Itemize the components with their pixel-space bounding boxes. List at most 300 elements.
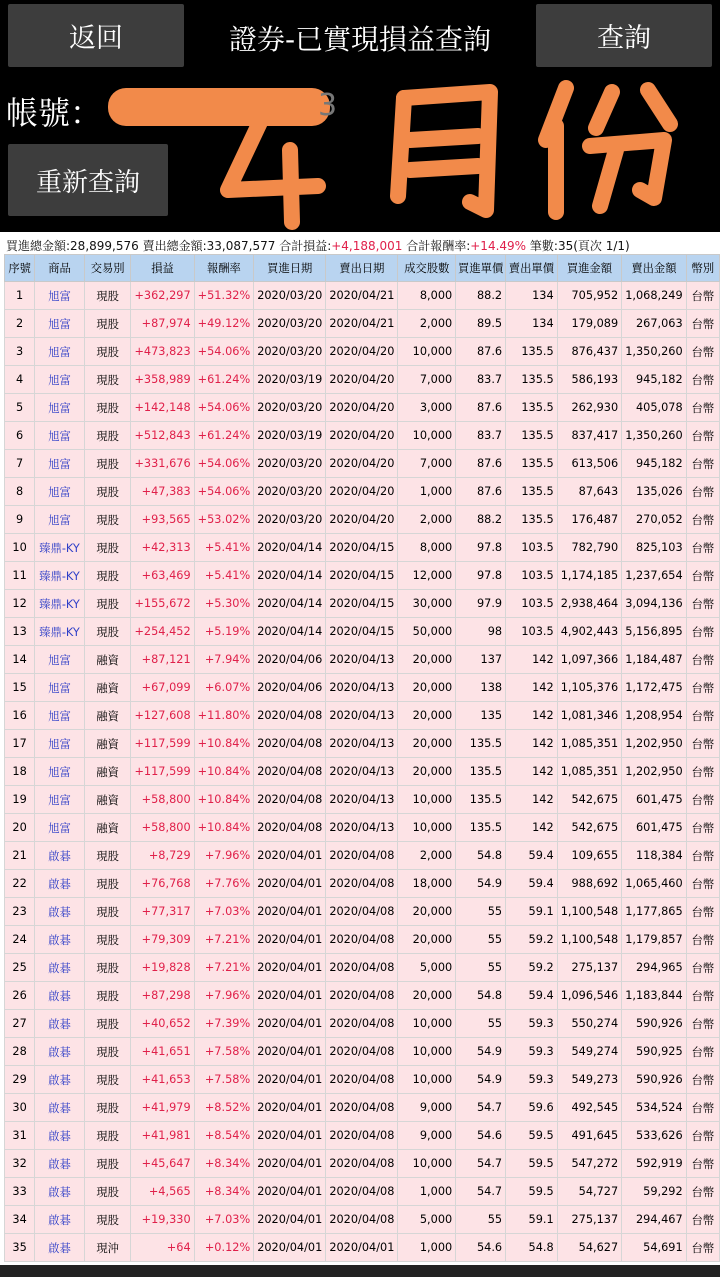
table-cell: 2020/04/08 [254, 814, 326, 842]
table-cell: 7 [5, 450, 35, 478]
table-cell[interactable]: 旭富 [35, 674, 85, 702]
table-cell: 54.8 [456, 842, 506, 870]
table-cell: 融資 [84, 758, 131, 786]
table-cell: 54.8 [506, 1234, 558, 1262]
table-cell: 1,202,950 [622, 730, 687, 758]
table-cell: 台幣 [686, 1010, 719, 1038]
table-cell: 54.9 [456, 870, 506, 898]
table-body [5, 282, 720, 1262]
table-cell: +7.39% [194, 1010, 254, 1038]
table-cell: +362,297 [131, 282, 194, 310]
table-cell: 534,524 [622, 1094, 687, 1122]
table-cell: 2020/04/14 [254, 590, 326, 618]
table-cell: +61.24% [194, 366, 254, 394]
table-cell: 2020/04/08 [254, 758, 326, 786]
table-cell[interactable]: 旭富 [35, 646, 85, 674]
table-cell: +45,647 [131, 1150, 194, 1178]
table-cell: 491,645 [557, 1122, 622, 1150]
page-title: 證券-已實現損益查詢 [228, 23, 492, 56]
table-cell: 現股 [84, 1178, 131, 1206]
table-cell: 59.4 [506, 982, 558, 1010]
table-cell: 103.5 [506, 562, 558, 590]
table-cell: +5.30% [194, 590, 254, 618]
table-cell: 54.7 [456, 1094, 506, 1122]
table-cell[interactable]: 啟碁 [35, 1150, 85, 1178]
table-cell: 1,237,654 [622, 562, 687, 590]
table-cell: 1,350,260 [622, 422, 687, 450]
table-cell: 2020/04/01 [254, 898, 326, 926]
table-cell: 現股 [84, 478, 131, 506]
table-row[interactable] [5, 758, 720, 786]
table-cell: 台幣 [686, 310, 719, 338]
table-cell: 837,417 [557, 422, 622, 450]
table-cell: 2,938,464 [557, 590, 622, 618]
table-cell: 1,184,487 [622, 646, 687, 674]
table-row[interactable] [5, 338, 720, 366]
table-cell: 5 [5, 394, 35, 422]
column-header: 損益 [131, 255, 194, 282]
table-cell: 台幣 [686, 870, 719, 898]
requery-button[interactable]: 重新查詢 [8, 144, 168, 216]
table-cell: 59.1 [506, 898, 558, 926]
table-cell: +8.52% [194, 1094, 254, 1122]
table-cell: 台幣 [686, 478, 719, 506]
table-cell: 20,000 [398, 982, 456, 1010]
table-cell: 135.5 [506, 422, 558, 450]
table-cell: 融資 [84, 814, 131, 842]
table-cell: 19 [5, 786, 35, 814]
table-cell: 5,156,895 [622, 618, 687, 646]
table-cell[interactable]: 旭富 [35, 478, 85, 506]
table-cell: 118,384 [622, 842, 687, 870]
table-cell: 1,172,475 [622, 674, 687, 702]
table-cell: 10,000 [398, 1038, 456, 1066]
table-cell: 2020/04/20 [326, 478, 398, 506]
table-cell: +54.06% [194, 450, 254, 478]
table-cell[interactable]: 旭富 [35, 366, 85, 394]
table-cell: 1,202,950 [622, 758, 687, 786]
table-cell: 26 [5, 982, 35, 1010]
table-cell: +58,800 [131, 786, 194, 814]
table-cell: 825,103 [622, 534, 687, 562]
table-cell: 109,655 [557, 842, 622, 870]
table-row[interactable] [5, 478, 720, 506]
table-cell: 台幣 [686, 1066, 719, 1094]
table-cell: +87,121 [131, 646, 194, 674]
table-cell: +19,828 [131, 954, 194, 982]
table-cell: +142,148 [131, 394, 194, 422]
table-row[interactable] [5, 422, 720, 450]
table-cell: +7.03% [194, 898, 254, 926]
table-cell: 54.7 [456, 1178, 506, 1206]
table-cell: 2020/04/01 [254, 842, 326, 870]
table-cell: +4,565 [131, 1178, 194, 1206]
table-header-row [5, 255, 720, 282]
table-cell: 現股 [84, 506, 131, 534]
table-cell: 20,000 [398, 730, 456, 758]
table-cell: +7.58% [194, 1038, 254, 1066]
table-cell: 59.6 [506, 1094, 558, 1122]
roi-label: 合計報酬率: [406, 239, 471, 253]
table-cell: 5,000 [398, 954, 456, 982]
table-row[interactable] [5, 450, 720, 478]
table-cell: 135.5 [456, 786, 506, 814]
table-cell: 2020/04/21 [326, 310, 398, 338]
table-cell: 2020/04/08 [254, 786, 326, 814]
table-cell: 2020/04/08 [326, 1206, 398, 1234]
table-cell: 現股 [84, 1206, 131, 1234]
page-indicator: (頁次 1/1) [573, 239, 630, 253]
table-cell: +5.41% [194, 534, 254, 562]
table-cell: 1 [5, 282, 35, 310]
account-label: 帳號： [6, 94, 103, 132]
table-row[interactable] [5, 394, 720, 422]
table-cell[interactable]: 旭富 [35, 422, 85, 450]
table-row[interactable] [5, 646, 720, 674]
count-value: 35 [557, 239, 574, 253]
table-cell: 135.5 [506, 338, 558, 366]
table-cell: 275,137 [557, 1206, 622, 1234]
column-header: 成交股數 [398, 255, 456, 282]
table-cell: 台幣 [686, 646, 719, 674]
table-cell: 142 [506, 702, 558, 730]
table-cell: +10.84% [194, 730, 254, 758]
table-cell: 台幣 [686, 282, 719, 310]
table-cell: 2020/04/08 [326, 1066, 398, 1094]
table-cell[interactable]: 旭富 [35, 450, 85, 478]
table-row[interactable] [5, 310, 720, 338]
table-cell: 台幣 [686, 730, 719, 758]
table-cell[interactable]: 旭富 [35, 786, 85, 814]
table-row[interactable] [5, 702, 720, 730]
table-cell: 現股 [84, 898, 131, 926]
table-cell: +11.80% [194, 702, 254, 730]
table-cell: 59.5 [506, 1178, 558, 1206]
table-cell: 15 [5, 674, 35, 702]
table-cell: 1,000 [398, 1178, 456, 1206]
table-cell: 2020/04/01 [254, 982, 326, 1010]
table-cell: 83.7 [456, 366, 506, 394]
table-cell[interactable]: 啟碁 [35, 1178, 85, 1206]
table-cell: +40,652 [131, 1010, 194, 1038]
table-cell: 87,643 [557, 478, 622, 506]
table-cell: 542,675 [557, 786, 622, 814]
table-cell: 2020/04/14 [254, 562, 326, 590]
table-cell: 176,487 [557, 506, 622, 534]
table-cell: +58,800 [131, 814, 194, 842]
table-cell: 134 [506, 282, 558, 310]
pl-table [4, 254, 720, 1262]
table-cell: 945,182 [622, 450, 687, 478]
table-cell: 現股 [84, 954, 131, 982]
table-cell: 54.9 [456, 1066, 506, 1094]
table-cell: 2020/04/08 [326, 1122, 398, 1150]
table-row[interactable] [5, 1010, 720, 1038]
table-cell: +331,676 [131, 450, 194, 478]
table-cell: 3,000 [398, 394, 456, 422]
table-row[interactable] [5, 1150, 720, 1178]
table-cell: 59.4 [506, 842, 558, 870]
table-cell: +7.76% [194, 870, 254, 898]
table-row[interactable] [5, 786, 720, 814]
table-row[interactable] [5, 1206, 720, 1234]
table-cell: 88.2 [456, 506, 506, 534]
table-cell[interactable]: 臻鼎-KY [35, 534, 85, 562]
table-cell: 1,000 [398, 478, 456, 506]
table-cell: 現股 [84, 590, 131, 618]
table-cell[interactable]: 啟碁 [35, 1066, 85, 1094]
table-cell: +47,383 [131, 478, 194, 506]
table-cell[interactable]: 啟碁 [35, 1010, 85, 1038]
column-header: 買進金額 [557, 255, 622, 282]
table-cell: 台幣 [686, 982, 719, 1010]
summary-line [6, 237, 630, 254]
table-cell: 25 [5, 954, 35, 982]
table-cell: +127,608 [131, 702, 194, 730]
table-cell: 549,274 [557, 1038, 622, 1066]
table-cell: 547,272 [557, 1150, 622, 1178]
table-row[interactable] [5, 562, 720, 590]
table-row[interactable] [5, 1178, 720, 1206]
table-cell: 54,627 [557, 1234, 622, 1262]
table-cell: +41,651 [131, 1038, 194, 1066]
table-row[interactable] [5, 1066, 720, 1094]
table-cell[interactable]: 臻鼎-KY [35, 590, 85, 618]
table-cell: 2020/04/08 [326, 1038, 398, 1066]
table-cell: 2020/04/15 [326, 534, 398, 562]
table-cell: 142 [506, 758, 558, 786]
column-header: 賣出日期 [326, 255, 398, 282]
back-button[interactable]: 返回 [8, 4, 184, 67]
table-cell[interactable]: 旭富 [35, 338, 85, 366]
table-row[interactable] [5, 926, 720, 954]
table-cell: 2020/04/01 [254, 1066, 326, 1094]
table-cell: +79,309 [131, 926, 194, 954]
table-row[interactable] [5, 954, 720, 982]
table-row[interactable] [5, 1234, 720, 1262]
column-header: 交易別 [84, 255, 131, 282]
table-cell: 2020/04/14 [254, 534, 326, 562]
table-row[interactable] [5, 898, 720, 926]
table-cell[interactable]: 啟碁 [35, 1206, 85, 1234]
table-cell: +54.06% [194, 394, 254, 422]
result-panel [0, 232, 720, 1265]
table-row[interactable] [5, 674, 720, 702]
table-cell: 融資 [84, 674, 131, 702]
table-cell: 1,000 [398, 1234, 456, 1262]
table-cell: 2020/04/20 [326, 422, 398, 450]
table-cell: 135 [456, 702, 506, 730]
table-cell: 2020/04/08 [254, 702, 326, 730]
table-cell: 142 [506, 730, 558, 758]
table-cell: 現沖 [84, 1234, 131, 1262]
table-cell: 142 [506, 814, 558, 842]
table-cell[interactable]: 啟碁 [35, 898, 85, 926]
table-row[interactable] [5, 534, 720, 562]
table-cell: 103.5 [506, 590, 558, 618]
table-row[interactable] [5, 282, 720, 310]
table-cell: +7.94% [194, 646, 254, 674]
table-cell: 2020/04/20 [326, 366, 398, 394]
table-cell: 1,085,351 [557, 758, 622, 786]
table-cell: 135.5 [456, 730, 506, 758]
table-cell: 融資 [84, 702, 131, 730]
table-cell[interactable]: 啟碁 [35, 982, 85, 1010]
table-row[interactable] [5, 870, 720, 898]
table-cell: 台幣 [686, 674, 719, 702]
table-cell: 14 [5, 646, 35, 674]
table-cell[interactable]: 啟碁 [35, 1094, 85, 1122]
table-cell[interactable]: 旭富 [35, 506, 85, 534]
table-cell: 台幣 [686, 842, 719, 870]
table-cell: 13 [5, 618, 35, 646]
table-cell: +19,330 [131, 1206, 194, 1234]
table-cell[interactable]: 旭富 [35, 814, 85, 842]
table-cell: 267,063 [622, 310, 687, 338]
buy-total-value: 28,899,576 [70, 239, 139, 253]
table-cell: 現股 [84, 450, 131, 478]
count-label: 筆數: [529, 239, 558, 253]
table-cell: 2020/04/01 [254, 954, 326, 982]
table-cell: 613,506 [557, 450, 622, 478]
column-header: 買進單價 [456, 255, 506, 282]
table-cell[interactable]: 旭富 [35, 394, 85, 422]
table-cell: 10,000 [398, 1010, 456, 1038]
table-cell: 135.5 [506, 506, 558, 534]
table-cell: 1,100,548 [557, 898, 622, 926]
table-cell: 1,100,548 [557, 926, 622, 954]
table-cell: 9,000 [398, 1122, 456, 1150]
table-cell: 2020/04/21 [326, 282, 398, 310]
table-cell: 18,000 [398, 870, 456, 898]
sell-total-value: 33,087,577 [206, 239, 276, 253]
table-cell: +41,981 [131, 1122, 194, 1150]
table-cell: 54.6 [456, 1234, 506, 1262]
table-cell: 98 [456, 618, 506, 646]
table-cell: 2020/04/01 [254, 1122, 326, 1150]
table-cell: 2020/04/13 [326, 758, 398, 786]
table-cell: 2020/04/01 [254, 926, 326, 954]
column-header: 序號 [5, 255, 35, 282]
table-cell: 台幣 [686, 338, 719, 366]
table-cell: +155,672 [131, 590, 194, 618]
table-cell: 2020/04/08 [326, 982, 398, 1010]
table-cell[interactable]: 啟碁 [35, 926, 85, 954]
table-cell: 97.8 [456, 534, 506, 562]
table-cell: 台幣 [686, 702, 719, 730]
table-cell: 142 [506, 646, 558, 674]
table-row[interactable] [5, 618, 720, 646]
table-cell: +93,565 [131, 506, 194, 534]
table-cell[interactable]: 臻鼎-KY [35, 618, 85, 646]
table-cell: 台幣 [686, 898, 719, 926]
table-row[interactable] [5, 842, 720, 870]
table-cell[interactable]: 啟碁 [35, 870, 85, 898]
table-cell: 現股 [84, 870, 131, 898]
table-row[interactable] [5, 814, 720, 842]
table-cell: 現股 [84, 1038, 131, 1066]
table-cell[interactable]: 啟碁 [35, 1038, 85, 1066]
table-cell: +7.96% [194, 982, 254, 1010]
table-cell: +7.58% [194, 1066, 254, 1094]
table-cell: 12 [5, 590, 35, 618]
table-cell[interactable]: 旭富 [35, 310, 85, 338]
table-cell: 945,182 [622, 366, 687, 394]
table-cell: 1,183,844 [622, 982, 687, 1010]
table-cell: +63,469 [131, 562, 194, 590]
table-cell: +41,653 [131, 1066, 194, 1094]
table-cell: +254,452 [131, 618, 194, 646]
table-cell: +61.24% [194, 422, 254, 450]
table-cell[interactable]: 旭富 [35, 702, 85, 730]
table-cell: 2020/04/15 [326, 562, 398, 590]
account-number-tail: 3 [318, 88, 338, 123]
table-cell: 10,000 [398, 814, 456, 842]
table-cell: 24 [5, 926, 35, 954]
table-cell: 7,000 [398, 450, 456, 478]
table-row[interactable] [5, 506, 720, 534]
table-cell: 2020/03/20 [254, 478, 326, 506]
table-cell: 29 [5, 1066, 35, 1094]
table-cell: 2020/04/20 [326, 394, 398, 422]
table-cell: 590,925 [622, 1038, 687, 1066]
table-cell[interactable]: 旭富 [35, 730, 85, 758]
table-cell: 台幣 [686, 926, 719, 954]
column-header: 商品 [35, 255, 85, 282]
table-cell[interactable]: 旭富 [35, 758, 85, 786]
table-cell: +7.21% [194, 926, 254, 954]
table-cell: 2,000 [398, 506, 456, 534]
table-row[interactable] [5, 982, 720, 1010]
column-header: 幣別 [686, 255, 719, 282]
table-cell: 台幣 [686, 534, 719, 562]
table-cell: 294,965 [622, 954, 687, 982]
table-cell: 現股 [84, 534, 131, 562]
table-cell: 135.5 [456, 758, 506, 786]
table-row[interactable] [5, 1038, 720, 1066]
table-cell: 54.9 [456, 1038, 506, 1066]
table-row[interactable] [5, 366, 720, 394]
table-row[interactable] [5, 730, 720, 758]
table-cell[interactable]: 啟碁 [35, 1234, 85, 1262]
table-cell: 台幣 [686, 590, 719, 618]
table-cell: 88.2 [456, 282, 506, 310]
table-cell: +51.32% [194, 282, 254, 310]
table-cell: 現股 [84, 1010, 131, 1038]
table-cell[interactable]: 臻鼎-KY [35, 562, 85, 590]
query-button[interactable]: 查詢 [536, 4, 712, 67]
table-cell: 2020/03/20 [254, 338, 326, 366]
table-cell: +42,313 [131, 534, 194, 562]
table-cell: 17 [5, 730, 35, 758]
table-row[interactable] [5, 1122, 720, 1150]
table-cell: 融資 [84, 646, 131, 674]
table-row[interactable] [5, 1094, 720, 1122]
table-cell[interactable]: 啟碁 [35, 1122, 85, 1150]
table-cell[interactable]: 啟碁 [35, 842, 85, 870]
table-cell[interactable]: 啟碁 [35, 954, 85, 982]
table-cell[interactable]: 旭富 [35, 282, 85, 310]
table-cell: 2020/04/01 [326, 1234, 398, 1262]
table-cell: 10,000 [398, 1150, 456, 1178]
table-cell: 2020/03/19 [254, 422, 326, 450]
table-cell: 9 [5, 506, 35, 534]
table-cell: 8,000 [398, 282, 456, 310]
table-cell: 2020/04/08 [326, 954, 398, 982]
table-cell: 705,952 [557, 282, 622, 310]
table-row[interactable] [5, 590, 720, 618]
table-cell: +53.02% [194, 506, 254, 534]
